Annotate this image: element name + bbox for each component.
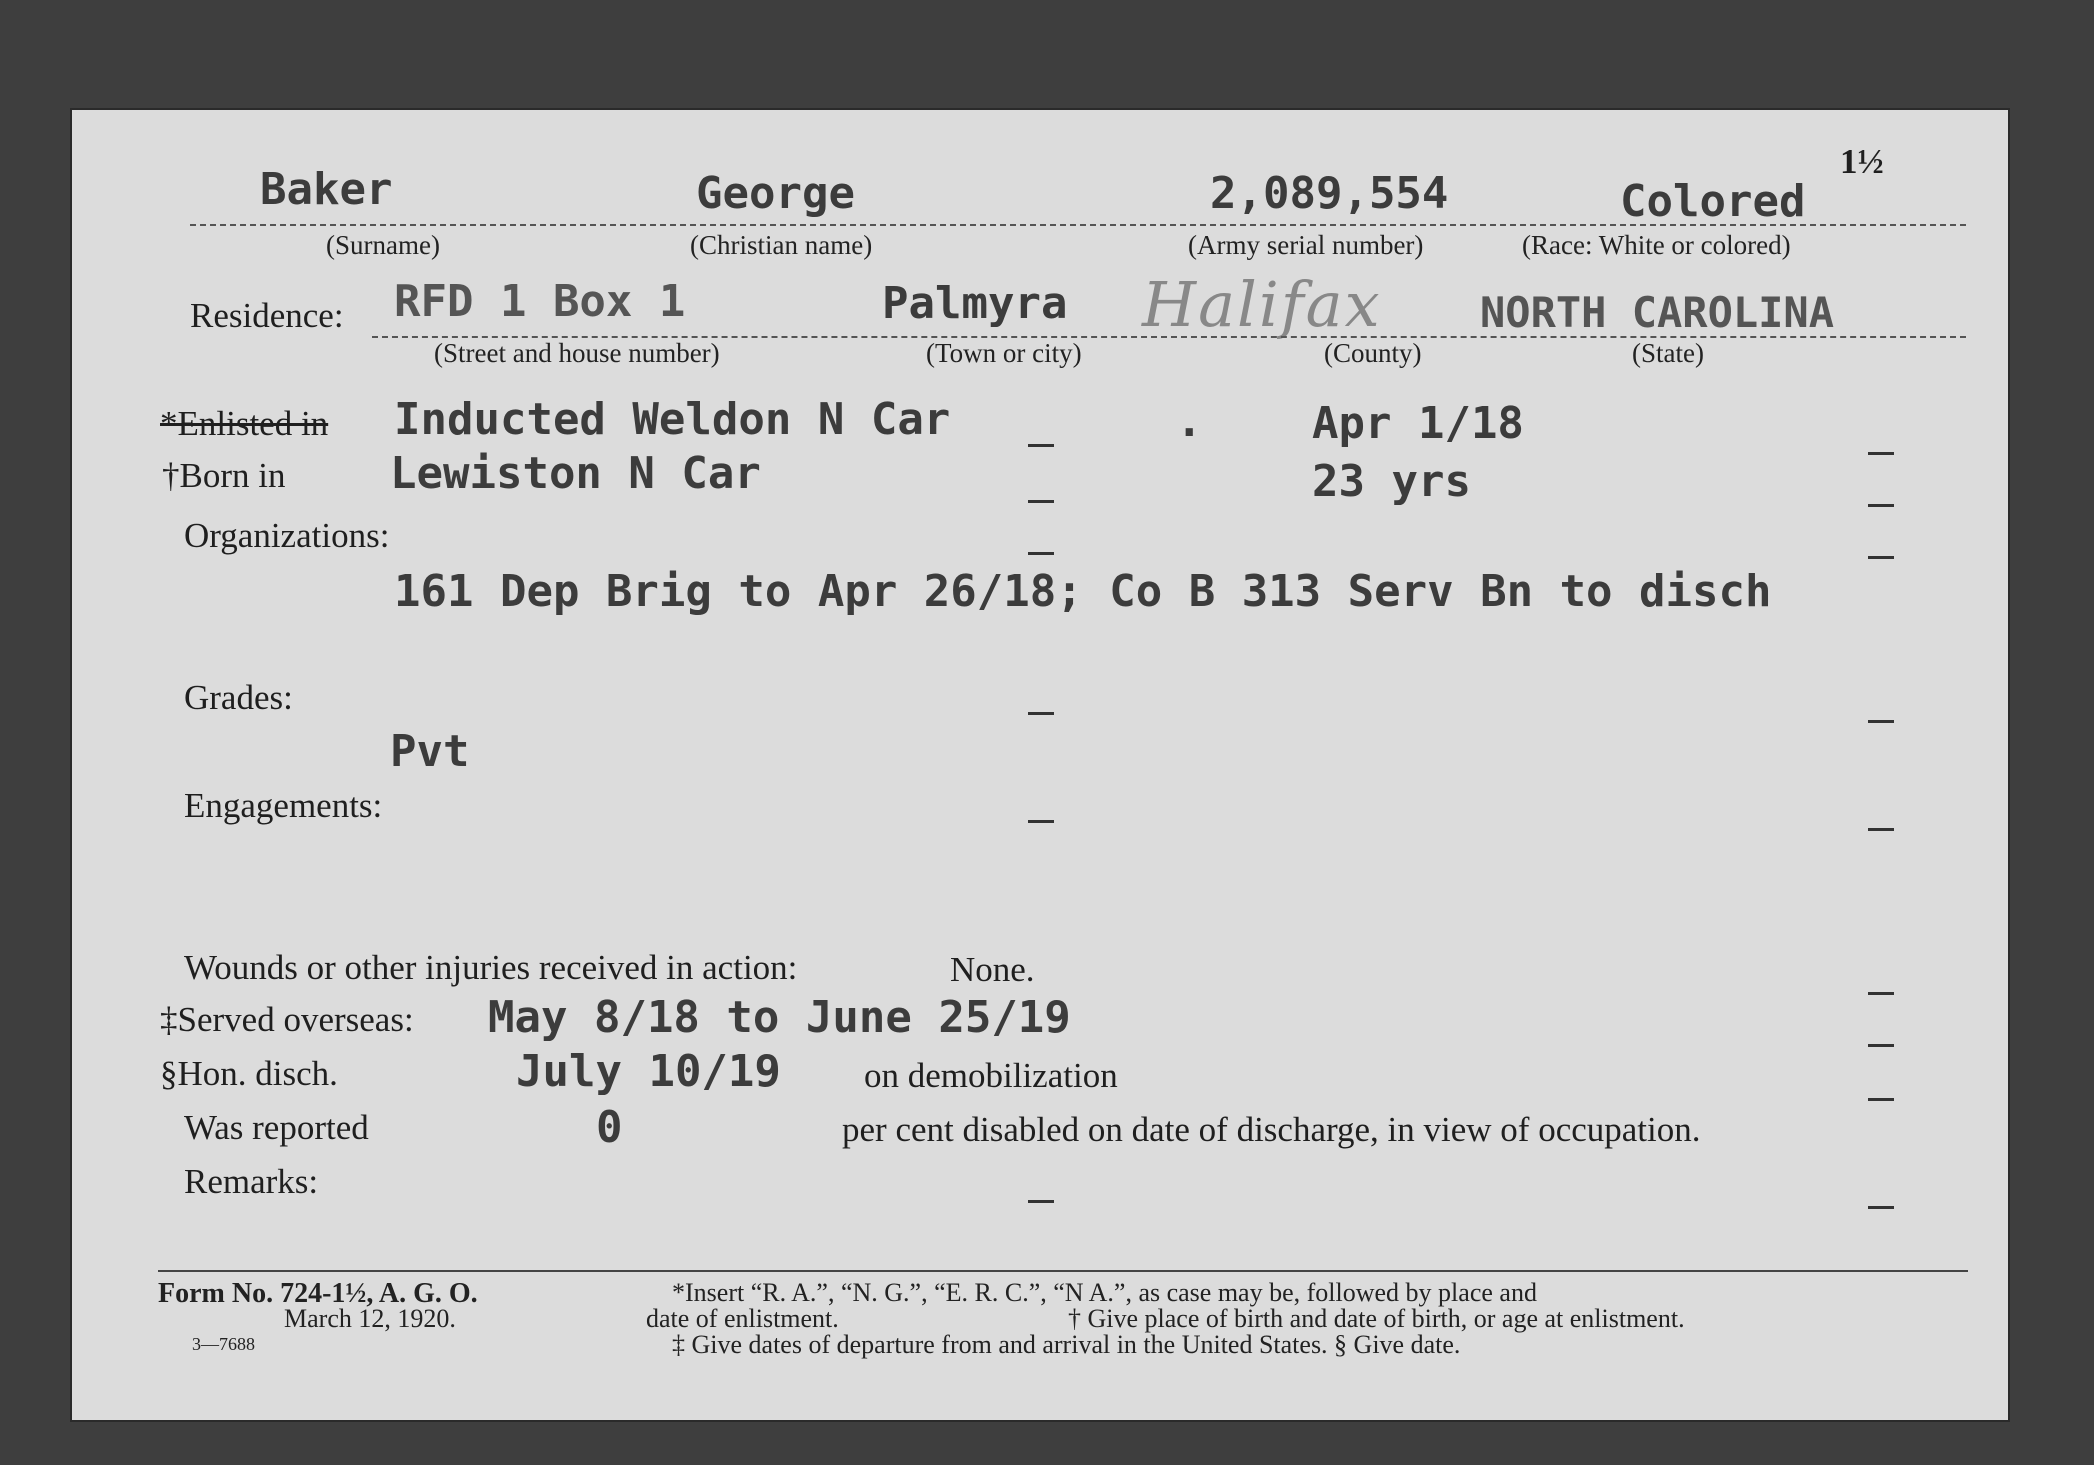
race-caption: (Race: White or colored) (1522, 230, 1791, 260)
footnote-2b: † Give place of birth and date of birth, or age at enlistment. (1068, 1304, 1685, 1333)
field-tick (1868, 720, 1894, 723)
reported-text: per cent disabled on date of discharge, in view of occupation. (842, 1110, 1701, 1149)
discharge-date: July 10/19 (516, 1046, 781, 1097)
grades-label: Grades: (184, 678, 293, 717)
discharge-label: §Hon. disch. (160, 1054, 338, 1093)
reported-value: 0 (596, 1102, 623, 1153)
enlisted-dot: . (1176, 396, 1203, 447)
wounds-value: None. (950, 950, 1035, 989)
footnote-1: *Insert “R. A.”, “N. G.”, “E. R. C.”, “N A.”, as case may be, followed by place and (672, 1278, 1537, 1307)
field-tick (1028, 712, 1054, 715)
field-tick (1868, 828, 1894, 831)
field-tick (1868, 1044, 1894, 1047)
form-date: March 12, 1920. (284, 1304, 456, 1333)
engagements-label: Engagements: (184, 786, 383, 825)
born-age: 23 yrs (1312, 456, 1471, 507)
wounds-label: Wounds or other injuries received in action: (184, 948, 798, 987)
born-label: †Born in (162, 456, 286, 495)
surname-value: Baker (260, 164, 393, 215)
residence-label: Residence: (190, 296, 344, 335)
county-caption: (County) (1324, 338, 1422, 368)
field-tick (1028, 1200, 1054, 1203)
enlisted-place: Inducted Weldon N Car (394, 394, 951, 445)
field-tick (1868, 504, 1894, 507)
race-value: Colored (1620, 176, 1806, 227)
footer-rule (158, 1270, 1968, 1272)
enlisted-date: Apr 1/18 (1312, 398, 1524, 449)
footnote-3: ‡ Give dates of departure from and arrival in the United States. § Give date. (672, 1330, 1461, 1359)
field-tick (1028, 444, 1054, 447)
serial-caption: (Army serial number) (1188, 230, 1424, 260)
serial-number-value: 2,089,554 (1210, 168, 1449, 219)
reported-label: Was reported (184, 1108, 369, 1147)
organizations-value: 161 Dep Brig to Apr 26/18; Co B 313 Serv Bn to disch (394, 566, 1772, 617)
county-handwritten: Halifax (1142, 268, 1382, 341)
service-record-card (72, 110, 2008, 1420)
organizations-label: Organizations: (184, 516, 390, 555)
discharge-note: on demobilization (864, 1056, 1118, 1095)
enlisted-label: *Enlisted in (160, 404, 329, 443)
street-caption: (Street and house number) (434, 338, 720, 368)
remarks-label: Remarks: (184, 1162, 319, 1201)
born-place: Lewiston N Car (390, 448, 761, 499)
field-tick (1028, 552, 1054, 555)
surname-caption: (Surname) (326, 230, 440, 260)
name-rule (190, 224, 1966, 226)
field-tick (1868, 1206, 1894, 1209)
form-number: Form No. 724-1½, A. G. O. (158, 1278, 478, 1309)
field-tick (1028, 500, 1054, 503)
christian-name-value: George (696, 168, 855, 219)
footnote-2a: date of enlistment. (646, 1304, 839, 1333)
state-caption: (State) (1632, 338, 1704, 368)
print-code: 3—7688 (192, 1334, 255, 1354)
town-value: Palmyra (882, 278, 1068, 329)
state-value: NORTH CAROLINA (1480, 288, 1835, 337)
field-tick (1868, 992, 1894, 995)
overseas-label: ‡Served overseas: (160, 1000, 414, 1039)
overseas-value: May 8/18 to June 25/19 (488, 992, 1071, 1043)
grades-value: Pvt (390, 726, 470, 777)
corner-mark: 1½ (1840, 142, 1884, 181)
field-tick (1868, 452, 1894, 455)
town-caption: (Town or city) (926, 338, 1082, 368)
christian-caption: (Christian name) (690, 230, 873, 260)
street-value: RFD 1 Box 1 (394, 276, 686, 327)
field-tick (1868, 556, 1894, 559)
field-tick (1028, 820, 1054, 823)
field-tick (1868, 1098, 1894, 1101)
